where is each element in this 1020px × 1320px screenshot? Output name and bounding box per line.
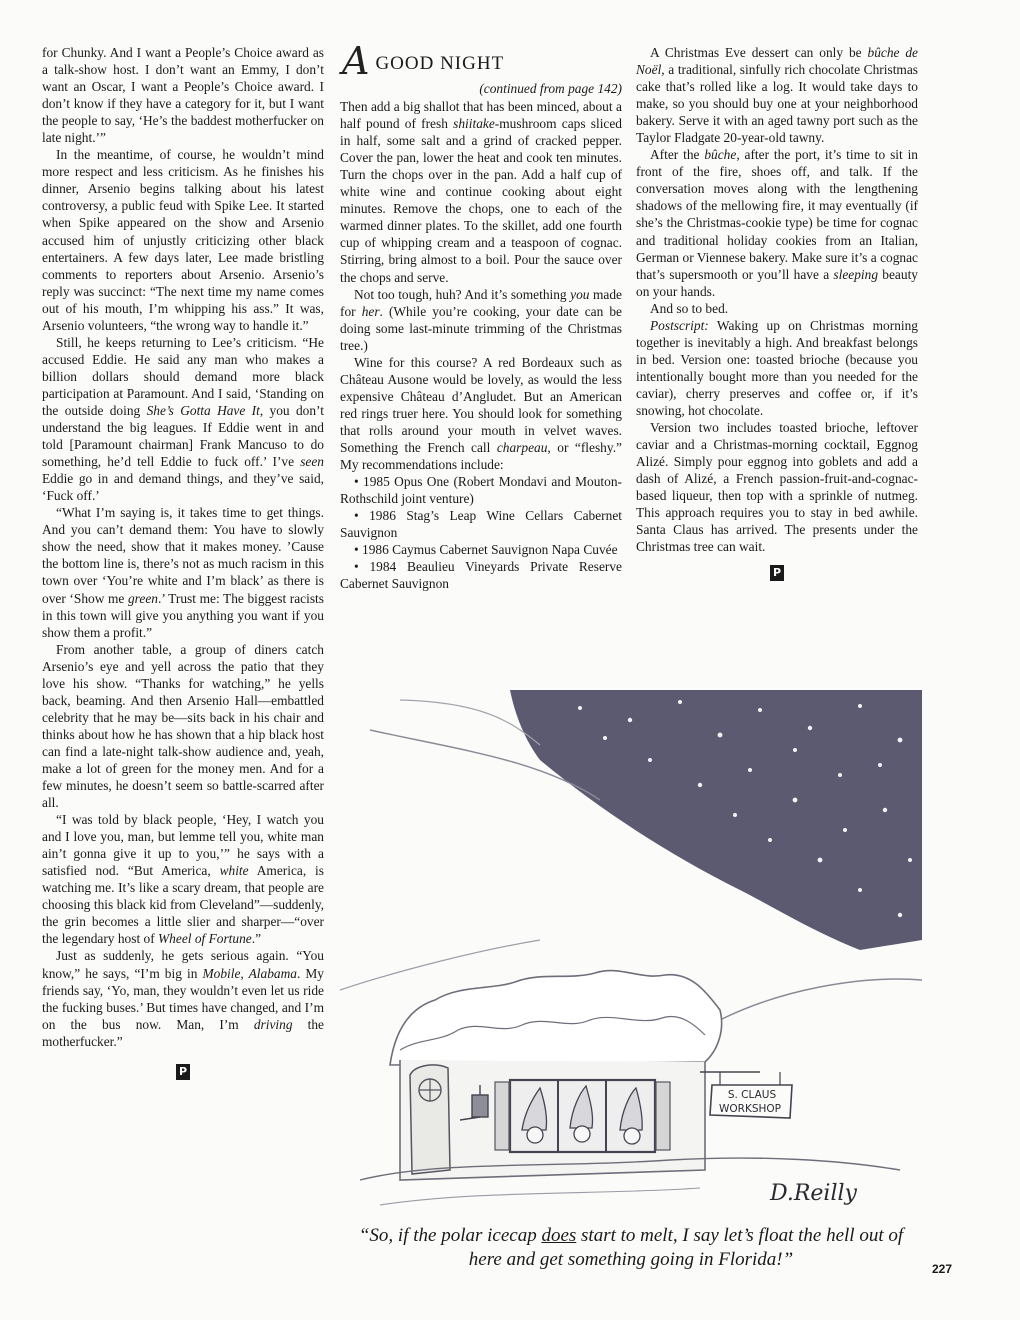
paragraph: In the meantime, of course, he wouldn’t mind more respect and less criticism. As he finishes his dinner, Arsenio begins talking about his latest controversy, a public feud with Spike Lee. It started when Spike appeared on the show and Arsenio accused him of unjustly criticizing other black entertainers. A few days later, Lee made bristling comments to reporters about Arsenio. Arsenio’s reply was succinct: “The next time my name comes out of his mouth, I’m whipping his ass.” It was, Arsenio volunteers, “the wrong way to handle it.”: [42, 147, 324, 333]
continued-line: (continued from page 142): [479, 81, 622, 96]
wine-list-item: • 1986 Stag’s Leap Wine Cellars Cabernet Sauvignon: [340, 508, 622, 541]
paragraph: A Christmas Eve dessert can only be bûche de Noël, a traditional, sinfully rich chocolate Christmas cake that’s rolled like a log. It would take days to make, so you should buy one at your neighborhood bakery. Serve it with an aged tawny port such as the Taylor Fladgate 20-year-old tawny.: [636, 45, 919, 146]
paragraph: Wine for this course? A red Bordeaux such as Château Ausone would be lovely, as would the less expensive Château d’Angludet. But an American red rings truer here. You should look for something that rolls around your mouth in velvet waves. Something the French call charpeau, or “fleshy.” My recommendations include:: [340, 354, 622, 473]
paragraph: And so to bed.: [650, 300, 729, 316]
cartoon-illustration: [340, 690, 922, 1220]
paragraph: for Chunky. And I want a People’s Choice award as a talk-show host. I don’t want an Emmy, I don’t want an Oscar, I want a People’s Choice award. I don’t know if they have a category for it, but I want the people to say, ‘He’s the baddest motherfucker on late night.’”: [42, 45, 324, 146]
paragraph: After the bûche, after the port, it’s time to sit in front of the fire, shoes off, and talk. If the conversation moves along with the lengthening shadows of the mellowing fire, it may eventually (if she’s the Christmas-cookie type) be time for cognac and traditional holiday cookies from an Italian, German or Viennese bakery. Make sure it’s a cognac that’s supersmooth or you’ll have a sleeping beauty on your hands.: [636, 147, 919, 299]
paragraph: Still, he keeps returning to Lee’s criticism. “He accused Eddie. He said any man who makes a billion dollars should demand more black participation at Paramount. And I said, ‘Standing on the outside doing She’s Gotta Have It, you don’t understand the big leagues. If Eddie went in and told [Paramount chairman] Frank Mancuso to do something, he’d tell Eddie to fuck off.’ I’ve seen Eddie go in and demand things, and they’ve said, ‘Fuck off.’: [42, 334, 324, 504]
paragraph: Then add a big shallot that has been minced, about a half pound of fresh shiitake-mushroom caps sliced in half, some salt and a grind of cracked pepper. Cover the pan, lower the heat and cook ten minutes. Turn the chops over in the pan. Add a half cup of white wine and continue cooking about eight minutes. Remove the chops, one to each of the warmed dinner plates. To the skillet, add one fourth cup of whipping cream and a teaspoon of cognac. Stirring, bring almost to a boil. Pour the sauce over the chops and serve.: [340, 99, 623, 285]
wine-list-item: • 1984 Beaulieu Vineyards Private Reserve Cabernet Sauvignon: [340, 559, 622, 592]
article-column-3: [636, 44, 918, 581]
paragraph: From another table, a group of diners catch Arsenio’s eye and yell across the patio that they love his show. “Thanks for watching,” he yells back, beaming. And then Arsenio Hall—embattled celebrity that he may be—sits back in his chair and thinks about how he has shown that a hip black host can find a late-night talk-show audience and, yeah, make a lot of green for the money men. And for a few minutes, he doesn’t seem so battle-scarred after all.: [42, 641, 324, 811]
paragraph: Version two includes toasted brioche, leftover caviar and a Christmas-morning cocktail, Eggnog Alizé. Simply pour eggnog into goblets and add a dash of Alizé, a French passion-fruit-and-cognac-based liqueur, then top with a sprinkle of nutmeg. This approach requires you to stay in bed awhile. Santa Claus has arrived. The presents under the Christmas tree can wait.: [636, 420, 918, 555]
artist-signature: D.Reilly: [770, 1181, 857, 1206]
wine-list-item: • 1985 Opus One (Robert Mondavi and Mouton-Rothschild joint venture): [340, 474, 622, 507]
paragraph: Not too tough, huh? And it’s something you made for her. (While you’re cooking, your date can be doing some last-minute trimming of the Christmas tree.): [340, 286, 622, 353]
wine-list-item: • 1986 Caymus Cabernet Sauvignon Napa Cuvée: [354, 542, 618, 558]
paragraph: “I was told by black people, ‘Hey, I watch you and I love you, man, but lemme tell you, white man ain’t gonna give it up to you,’” he says with a satisfied nod. “But America, white America, is watching me. It’s like a scary dream, that people are choosing this black kid from Cleveland”—suddenly, the grin becomes a little slier and sharper—“over the legendary host of Wheel of Fortune.”: [42, 812, 324, 947]
sign-line-2: WORKSHOP: [719, 1103, 781, 1115]
section-heading: [342, 39, 622, 83]
paragraph: Just as suddenly, he gets serious again. “You know,” he says, “I’m big in Mobile, Alabama. My friends say, ‘Yo, man, they wouldn’t even let us ride the fucking buses.’ But times have changed, and I’m on the bus now. Man, I’m driving the motherfucker.”: [42, 948, 324, 1049]
heading-title: GOOD NIGHT: [375, 53, 505, 74]
end-mark-icon: P: [176, 1064, 190, 1080]
cartoon-caption: “So, if the polar icecap does start to melt, I say let’s float the hell out of here and get something going in Florida!”: [358, 1225, 904, 1270]
paragraph: “What I’m saying is, it takes time to get things. And you can’t demand them: You have to slowly show the need, show that it makes money. ’Cause the bottom line is, there’s not as much racism in this town over ‘You’re white and I’m black’ as there is over ‘Show me green.’ Trust me: The biggest racists in this town will give you anything you want if you show them a profit.”: [42, 505, 324, 640]
paragraph: Postscript: Waking up on Christmas morning together is inevitably a high. And breakfast belongs in bed. Version one: toasted brioche (because you intentionally bought more than you needed for the caviar), cherry preserves and coffee or, if it’s snowing, hot chocolate.: [636, 317, 918, 418]
sign-line-1: S. CLAUS: [727, 1089, 777, 1101]
page-number: 227: [932, 1262, 953, 1276]
end-mark-icon: P: [770, 565, 784, 581]
article-column-1: [42, 44, 324, 1080]
article-column-2: [340, 39, 623, 592]
heading-drop-letter: A: [342, 39, 370, 83]
